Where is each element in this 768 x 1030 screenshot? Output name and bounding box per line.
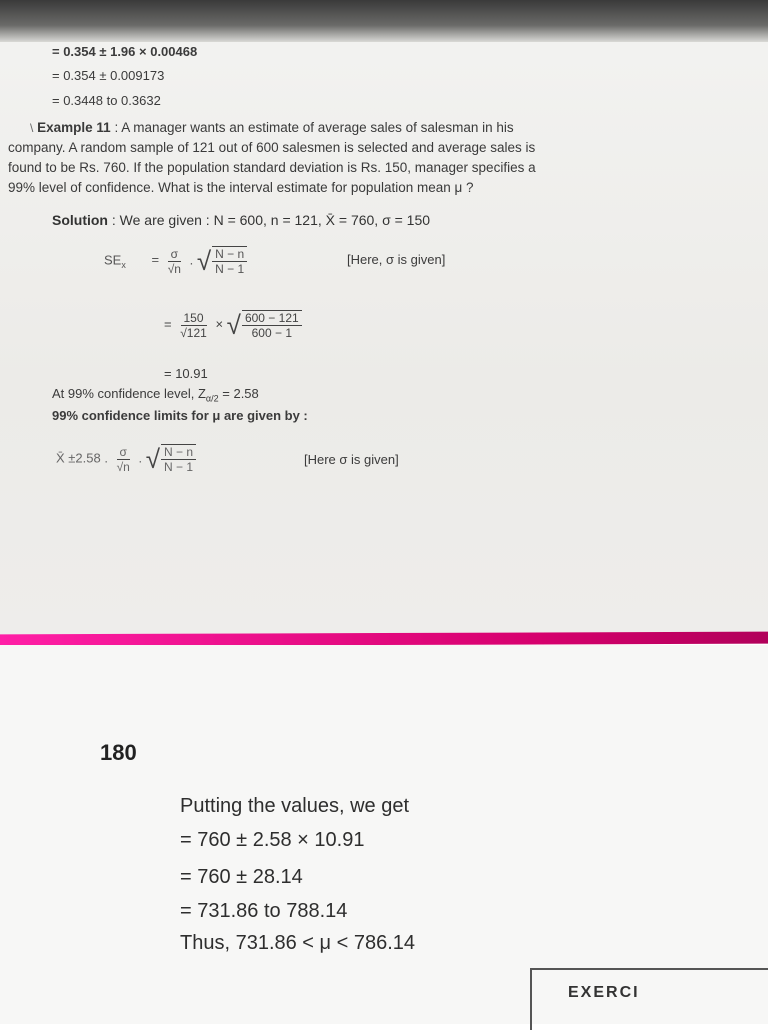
num-150: 150 <box>181 311 207 326</box>
exercise-box-text: EXERCI <box>568 984 640 1001</box>
limits-fpc-den: N − 1 <box>164 460 194 474</box>
sigma-over-root-n <box>165 247 184 276</box>
example-line-1 <box>30 117 514 139</box>
fpc-den: N − 1 <box>215 262 245 276</box>
step-line-3: = 731.86 to 788.14 <box>180 900 348 922</box>
radical-icon: √ <box>145 444 160 474</box>
example-line-2: company. A random sample of 121 out of 600 salesmen is selected and average sales is <box>8 140 536 155</box>
times-sign: × <box>215 316 224 332</box>
se-formula <box>104 246 249 276</box>
limits-note: [Here σ is given] <box>304 452 399 467</box>
confidence-suffix: = 2.58 <box>222 386 259 401</box>
sub-equals: = <box>164 316 172 332</box>
num-600-1: 600 − 1 <box>251 326 292 340</box>
top-shadow-edge <box>0 0 768 42</box>
se-result: = 10.91 <box>164 366 208 381</box>
putting-line: Putting the values, we get <box>180 795 410 817</box>
limits-line: 99% confidence limits for μ are given by : <box>52 408 308 423</box>
frac-num: σ <box>168 247 181 262</box>
solution-label: Solution <box>52 212 108 228</box>
page-number: 180 <box>100 740 137 765</box>
num-600-121: 600 − 121 <box>242 311 302 326</box>
example-text-1: : A manager wants an estimate of average sales of salesman in his <box>114 120 514 135</box>
step-line-1: = 760 ± 2.58 × 10.91 <box>180 829 365 851</box>
calc-line-1: = 0.354 ± 1.96 × 0.00468 <box>52 44 198 59</box>
exercise-box <box>530 968 768 1030</box>
calc-line-2: = 0.354 ± 0.009173 <box>52 68 165 83</box>
fpc-root <box>197 246 249 276</box>
limits-fpc <box>161 444 196 474</box>
confidence-prefix: At 99% confidence level, Z <box>52 386 206 401</box>
limits-fpc-num: N − n <box>161 445 196 460</box>
example-label: Example 11 <box>37 120 111 135</box>
confidence-sub: α/2 <box>205 393 219 404</box>
margin-mark: \ <box>30 121 34 135</box>
fpc-num: N − n <box>212 247 247 262</box>
sub-frac <box>242 310 302 340</box>
se-label: SE <box>104 252 122 268</box>
confidence-level-line <box>52 386 259 404</box>
fpc-frac <box>212 246 247 276</box>
solution-text: : We are given : N = 600, n = 121, X̄ = 760, σ = 150 <box>111 212 431 228</box>
thus-line: Thus, 731.86 < μ < 786.14 <box>180 932 416 954</box>
den-root121: √121 <box>180 325 207 340</box>
se-substituted <box>164 310 304 340</box>
limits-root-n: √n <box>116 459 130 474</box>
se-equals: = <box>151 252 160 268</box>
frac-den: √n <box>167 261 181 276</box>
sub-root <box>227 310 304 340</box>
solution-line <box>52 212 430 228</box>
limits-formula <box>56 444 198 474</box>
example-line-4: 99% level of confidence. What is the interval estimate for population mean μ ? <box>8 180 474 195</box>
xbar-pm: X̄ ±2.58 . <box>56 450 108 466</box>
mult-dot: . <box>189 252 194 268</box>
example-line-3: found to be Rs. 760. If the population standard deviation is Rs. 150, manager specifies a <box>8 160 536 175</box>
limits-sigma-frac <box>114 445 133 474</box>
radical-icon: √ <box>196 246 212 276</box>
limits-sigma: σ <box>117 445 130 460</box>
radical-icon: √ <box>226 310 241 340</box>
frac-150-root121 <box>177 311 210 340</box>
limits-root <box>146 444 198 474</box>
calc-line-3: = 0.3448 to 0.3632 <box>52 93 161 108</box>
limits-dot: . <box>138 450 143 466</box>
se-sub: x <box>121 260 126 271</box>
step-line-2: = 760 ± 28.14 <box>180 866 303 888</box>
se-note: [Here, σ is given] <box>347 252 446 267</box>
